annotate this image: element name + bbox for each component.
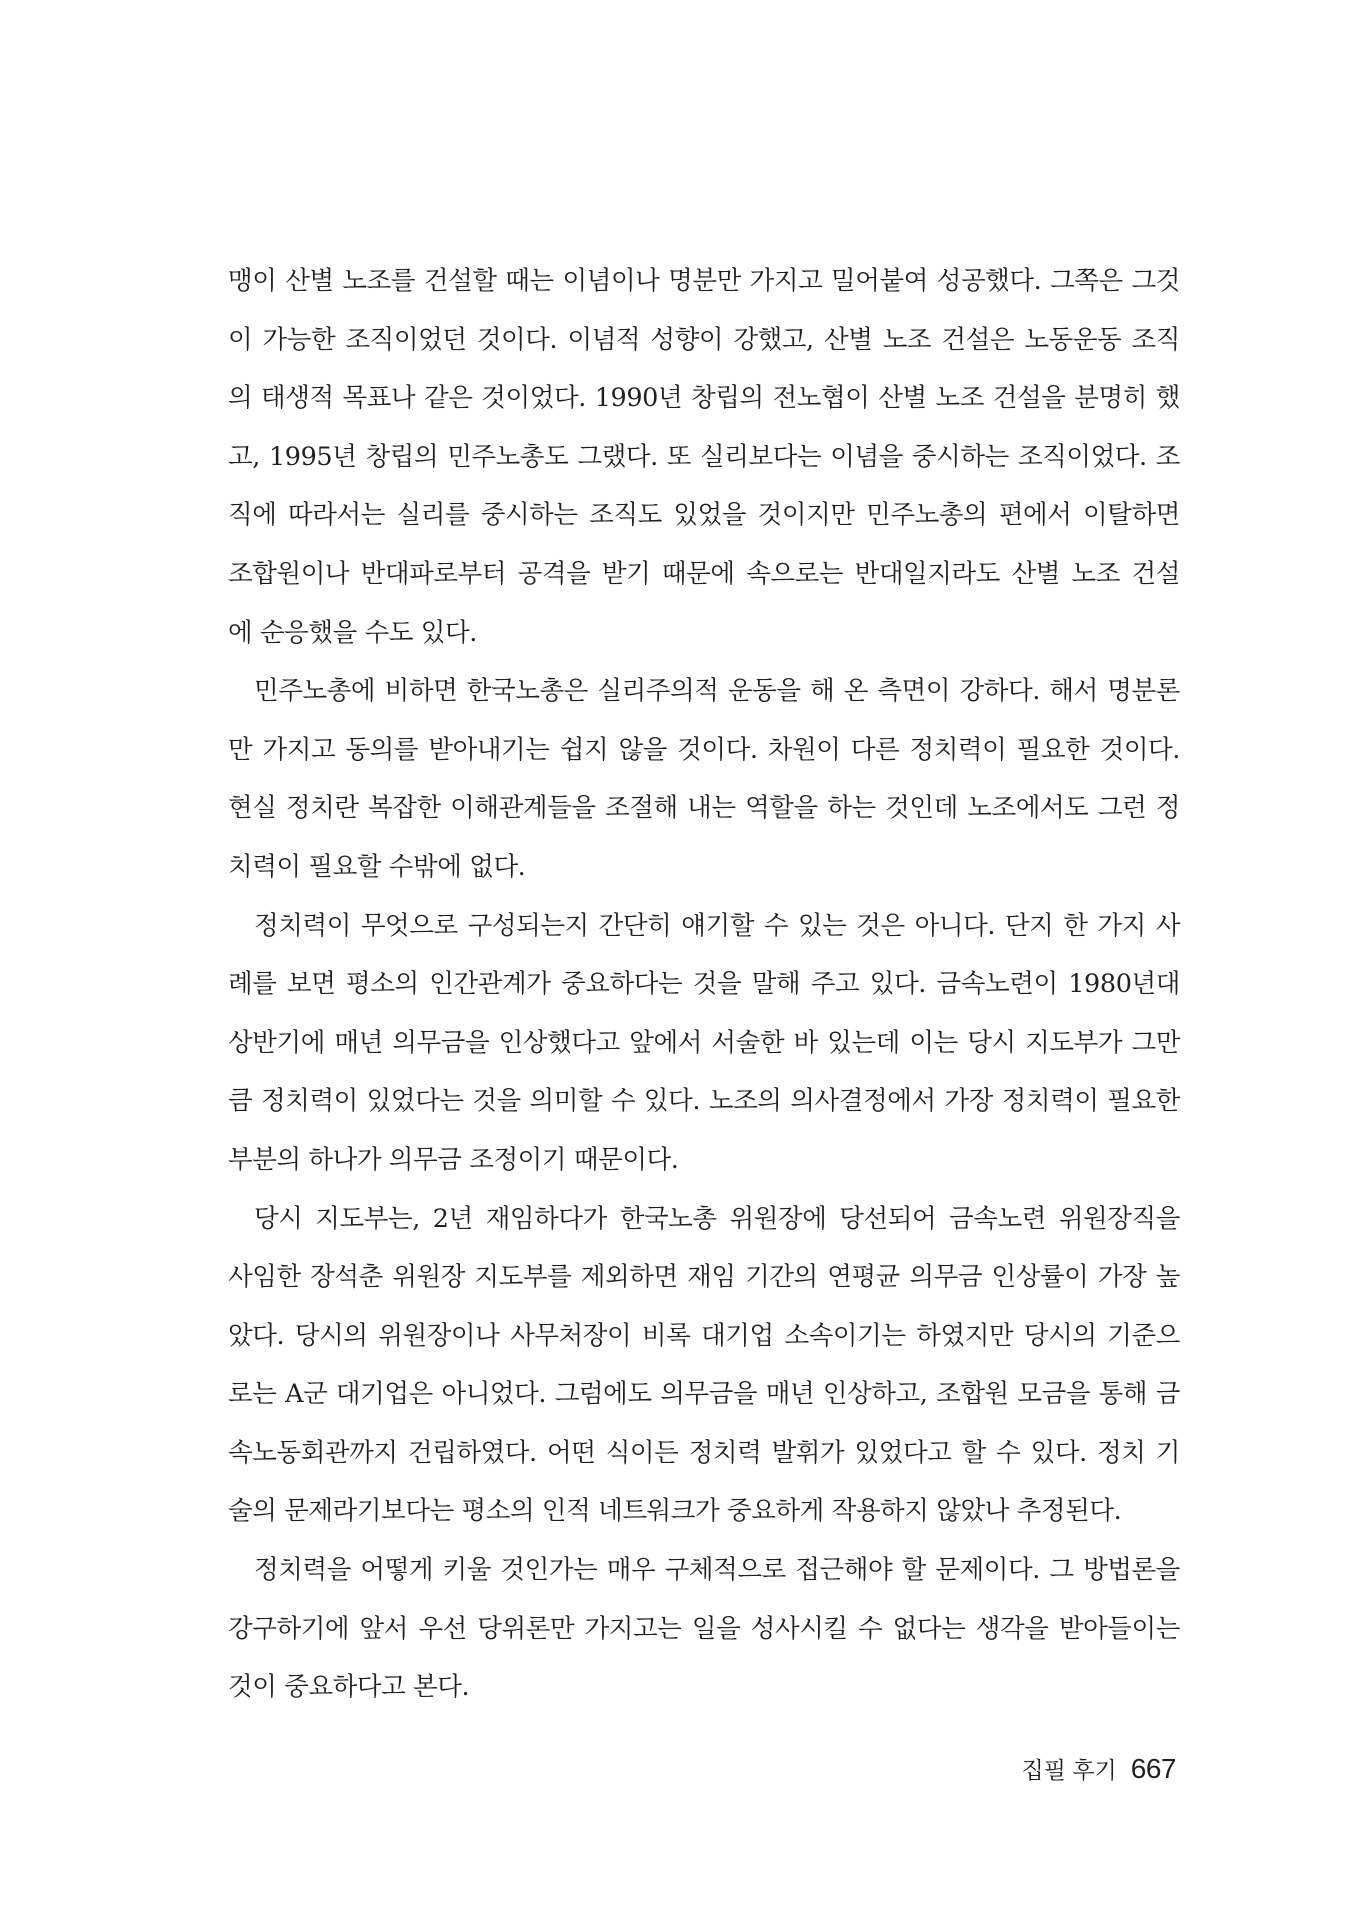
text-line: 술의 문제라기보다는 평소의 인적 네트워크가 중요하게 작용하지 않았나 추정된다.	[228, 1496, 1122, 1527]
text-line: 민주노총에 비하면 한국노총은 실리주의적 운동을 해 온 측면이 강하다. 해서 명분론	[254, 676, 1180, 707]
body-text	[228, 252, 1180, 1717]
text-line: 현실 정치란 복잡한 이해관계들을 조절해 내는 역할을 하는 것인데 노조에서도 그런 정	[228, 793, 1180, 824]
text-line: 큼 정치력이 있었다는 것을 의미할 수 있다. 노조의 의사결정에서 가장 정치력이 필요한	[228, 1086, 1180, 1117]
text-line: 부분의 하나가 의무금 조정이기 때문이다.	[228, 1144, 679, 1175]
text-line: 상반기에 매년 의무금을 인상했다고 앞에서 서술한 바 있는데 이는 당시 지도부가 그만	[228, 1027, 1180, 1058]
text-line: 만 가지고 동의를 받아내기는 쉽지 않을 것이다. 차원이 다른 정치력이 필요한 것이다.	[228, 734, 1180, 765]
text-line: 정치력을 어떻게 키울 것인가는 매우 구체적으로 접근해야 할 문제이다. 그 방법론을	[254, 1555, 1180, 1586]
text-line: 정치력이 무엇으로 구성되는지 간단히 얘기할 수 있는 것은 아니다. 단지 한 가지 사	[254, 910, 1180, 941]
text-line: 것이 중요하다고 본다.	[228, 1672, 470, 1703]
text-line: 치력이 필요할 수밖에 없다.	[228, 851, 526, 882]
text-line: 사임한 장석춘 위원장 지도부를 제외하면 재임 기간의 연평균 의무금 인상률이 가장 높	[228, 1262, 1180, 1293]
text-line: 았다. 당시의 위원장이나 사무처장이 비록 대기업 소속이기는 하였지만 당시의 기준으	[228, 1320, 1180, 1351]
running-footer-title: 집필 후기	[1021, 1757, 1117, 1783]
text-line: 맹이 산별 노조를 건설할 때는 이념이나 명분만 가지고 밀어붙여 성공했다. 그쪽은 그것	[228, 266, 1180, 296]
text-line: 이 가능한 조직이었던 것이다. 이념적 성향이 강했고, 산별 노조 건설은 노동운동 조직	[228, 324, 1180, 355]
text-line: 례를 보면 평소의 인간관계가 중요하다는 것을 말해 주고 있다. 금속노련이 1980년대	[228, 969, 1180, 1000]
text-line: 고, 1995년 창립의 민주노총도 그랬다. 또 실리보다는 이념을 중시하는 조직이었다. 조	[228, 441, 1180, 472]
page-footer	[1022, 1752, 1176, 1792]
text-line: 직에 따라서는 실리를 중시하는 조직도 있었을 것이지만 민주노총의 편에서 이탈하면	[228, 500, 1180, 531]
text-line: 강구하기에 앞서 우선 당위론만 가지고는 일을 성사시킬 수 없다는 생각을 받아들이는	[228, 1613, 1180, 1644]
text-line: 조합원이나 반대파로부터 공격을 받기 때문에 속으로는 반대일지라도 산별 노조 건설	[228, 558, 1180, 589]
page-number: 667	[1130, 1753, 1176, 1784]
text-line: 속노동회관까지 건립하였다. 어떤 식이든 정치력 발휘가 있었다고 할 수 있다. 정치 기	[228, 1437, 1180, 1468]
text-line: 에 순응했을 수도 있다.	[228, 617, 477, 648]
text-line: 의 태생적 목표나 같은 것이었다. 1990년 창립의 전노협이 산별 노조 건설을 분명히 했	[228, 383, 1180, 414]
text-line: 당시 지도부는, 2년 재임하다가 한국노총 위원장에 당선되어 금속노련 위원장직을	[254, 1203, 1180, 1234]
text-line: 로는 A군 대기업은 아니었다. 그럼에도 의무금을 매년 인상하고, 조합원 모금을 통해 금	[228, 1379, 1180, 1410]
